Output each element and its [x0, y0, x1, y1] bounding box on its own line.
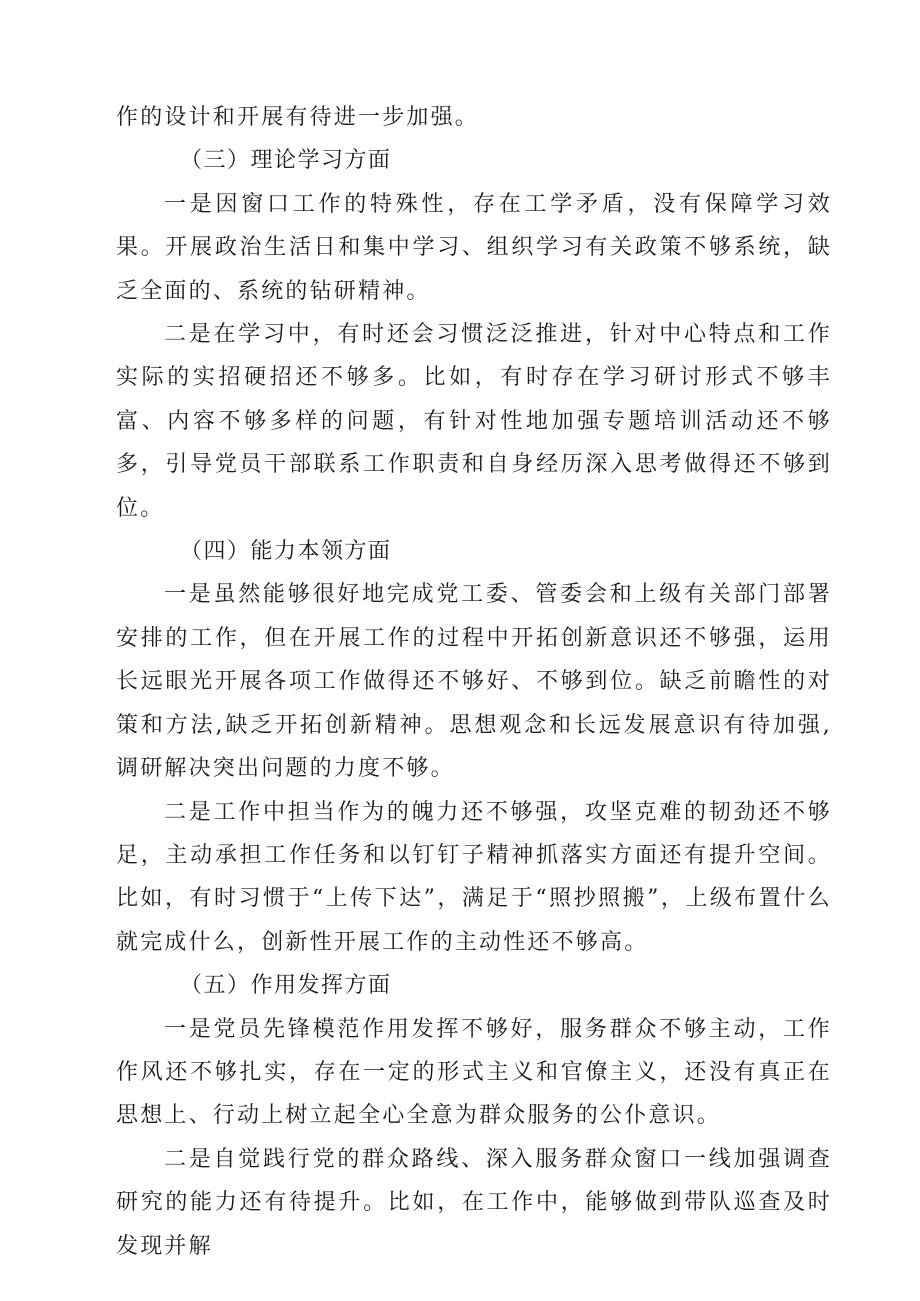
section-heading-theory-study: （三）理论学习方面 — [180, 148, 392, 174]
paragraph-ability-1: 一是虽然能够很好地完成党工委、管委会和上级有关部门部署安排的工作，但在开展工作的过程中开拓创新意识还不够强，运用长远眼光开展各项工作做得还不够好、不够到位。缺乏前瞻性的对策和方法,缺乏开拓创新精神。思想观念和长远发展意识有待加强,调研解决突出问题的力度不够。 — [116, 582, 832, 782]
section-heading-role: （五）作用发挥方面 — [180, 973, 392, 999]
paragraph-theory-1: 一是因窗口工作的特殊性，存在工学矛盾，没有保障学习效果。开展政治生活日和集中学习、组织学习有关政策不够系统，缺乏全面的、系统的钻研精神。 — [116, 191, 832, 304]
paragraph-ability-2: 二是工作中担当作为的魄力还不够强，攻坚克难的韧劲还不够足，主动承担工作任务和以钉钉子精神抓落实方面还有提升空间。比如，有时习惯于“上传下达”，满足于“照抄照搬”，上级布置什么就完成什么，创新性开展工作的主动性还不够高。 — [116, 799, 832, 955]
document-body — [116, 96, 832, 1268]
paragraph-theory-2: 二是在学习中，有时还会习惯泛泛推进，针对中心特点和工作实际的实招硬招还不够多。比如，有时存在学习研讨形式不够丰富、内容不够多样的问题，有针对性地加强专题培训活动还不够多，引导党员干部联系工作职责和自身经历深入思考做得还不够到位。 — [116, 322, 832, 521]
paragraph-continuation: 作的设计和开展有待进一步加强。 — [116, 105, 480, 130]
paragraph-role-2: 二是自觉践行党的群众路线、深入服务群众窗口一线加强调查研究的能力还有待提升。比如，在工作中，能够做到带队巡查及时发现并解 — [116, 1146, 832, 1259]
section-heading-ability: （四）能力本领方面 — [180, 539, 392, 565]
paragraph-role-1: 一是党员先锋模范作用发挥不够好，服务群众不够主动，工作作风还不够扎实，存在一定的形式主义和官僚主义，还没有真正在思想上、行动上树立起全心全意为群众服务的公仆意识。 — [116, 1016, 832, 1129]
